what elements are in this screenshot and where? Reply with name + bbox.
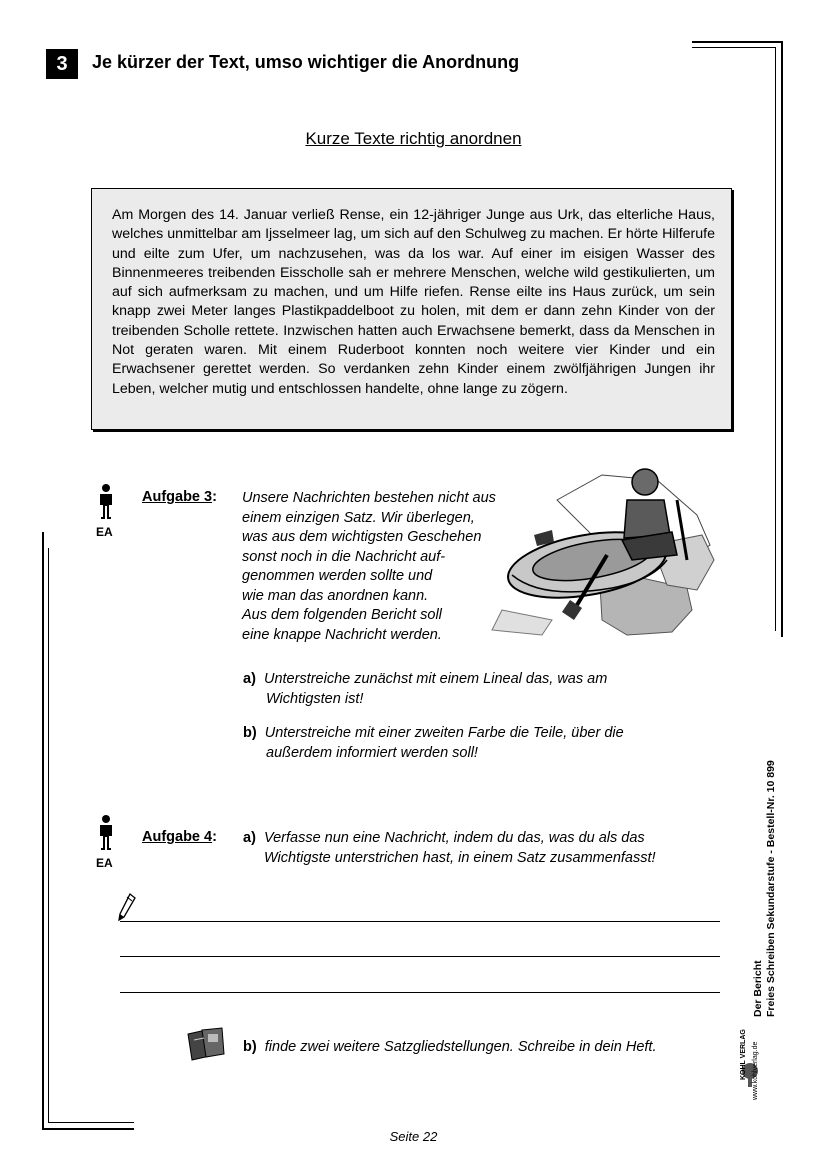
writing-line[interactable] <box>120 992 720 993</box>
task4-sub-b: b) finde zwei weitere Satzgliedstellungen. Schreibe in dein Heft. <box>243 1039 657 1055</box>
page-number: Seite 22 <box>389 1129 438 1144</box>
writing-line[interactable] <box>120 956 720 957</box>
books-icon <box>186 1026 228 1062</box>
frame-line-left <box>42 532 44 1130</box>
frame-line-bottom-left-inner <box>48 1122 134 1123</box>
task3-text: Unsere Nachrichten bestehen nicht aus einem einzigen Satz. Wir überlegen, was aus dem wichtigsten Geschehen sonst noch in die Nachricht auf- genommen werden sollte und wie man das anordnen kann. Aus dem folgenden Bericht soll eine knappe Nachricht werden. <box>242 490 496 643</box>
chapter-number: 3 <box>46 49 78 79</box>
task4-label: Aufgabe 4: <box>142 829 217 845</box>
work-mode-label: EA <box>96 856 113 870</box>
page-title: Je kürzer der Text, umso wichtiger die Anordnung <box>92 52 520 72</box>
frame-line-top-right <box>692 41 782 43</box>
frame-line-top-right-inner <box>692 47 776 48</box>
work-mode-label: EA <box>96 525 113 539</box>
frame-line-left-inner <box>48 548 49 1123</box>
boat-rescue-illustration <box>482 460 722 645</box>
task3-sub-b: b) Unterstreiche mit einer zweiten Farbe die Teile, über die außerdem informiert werden soll! <box>243 725 624 761</box>
publisher-logo-text: KOHL VERLAG <box>740 1029 747 1080</box>
story-box <box>91 188 732 430</box>
student-figure-icon <box>95 814 117 850</box>
task3-sub-a: a) Unterstreiche zunächst mit einem Lineal das, was am Wichtigsten ist! <box>243 671 608 707</box>
task3-label: Aufgabe 3: <box>142 489 217 505</box>
publisher-url: www.kohlverlag.de <box>752 1041 759 1100</box>
writing-line[interactable] <box>120 921 720 922</box>
section-title: Kurze Texte richtig anordnen <box>305 129 522 148</box>
side-info-book-title: Der Bericht <box>752 960 764 1017</box>
task4-sub-a: a) Verfasse nun eine Nachricht, indem du das, was du als das Wichtigste unterstrichen hast, in einem Satz zusammenfasst! <box>243 830 656 866</box>
pencil-icon <box>118 893 136 921</box>
story-text: Am Morgen des 14. Januar verließ Rense, ein 12-jähriger Junge aus Urk, das elterliche Haus, welches unmittelbar am Ijsselmeer lag, um sich auf den Schulweg zu machen. Er hörte Hilferufe und eilte zum Ufer, um nachzusehen, was da los war. Auf einer im eisigen Wasser des Binnenmeeres treibenden Eisscholle sah er mehrere Menschen, welche wild gestikulierten, um auf sich aufmerksam zu machen, und um Hilfe riefen. Rense eilte ins Haus zurück, um sein knapp zwei Meter langes Plastikpaddelboot zu holen, mit dem er dann zehn Kinder von der treibenden Scholle rettete. Inzwischen hatten auch Erwachsene bemerkt, dass da Menschen in Not geraten waren. Mit einem Ruderboot konnten noch weitere vier Kinder und ein Erwachsener gerettet werden. So verdanken zehn Kinder einem zwölfjährigen Jungen ihr Leben, welcher mutig und entschlossen handelte, ohne lange zu zögern. <box>112 207 715 397</box>
side-info-order-line: Freies Schreiben Sekundarstufe - Bestell-Nr. 10 899 <box>765 760 777 1017</box>
student-figure-icon <box>95 483 117 519</box>
side-info <box>752 717 778 1017</box>
